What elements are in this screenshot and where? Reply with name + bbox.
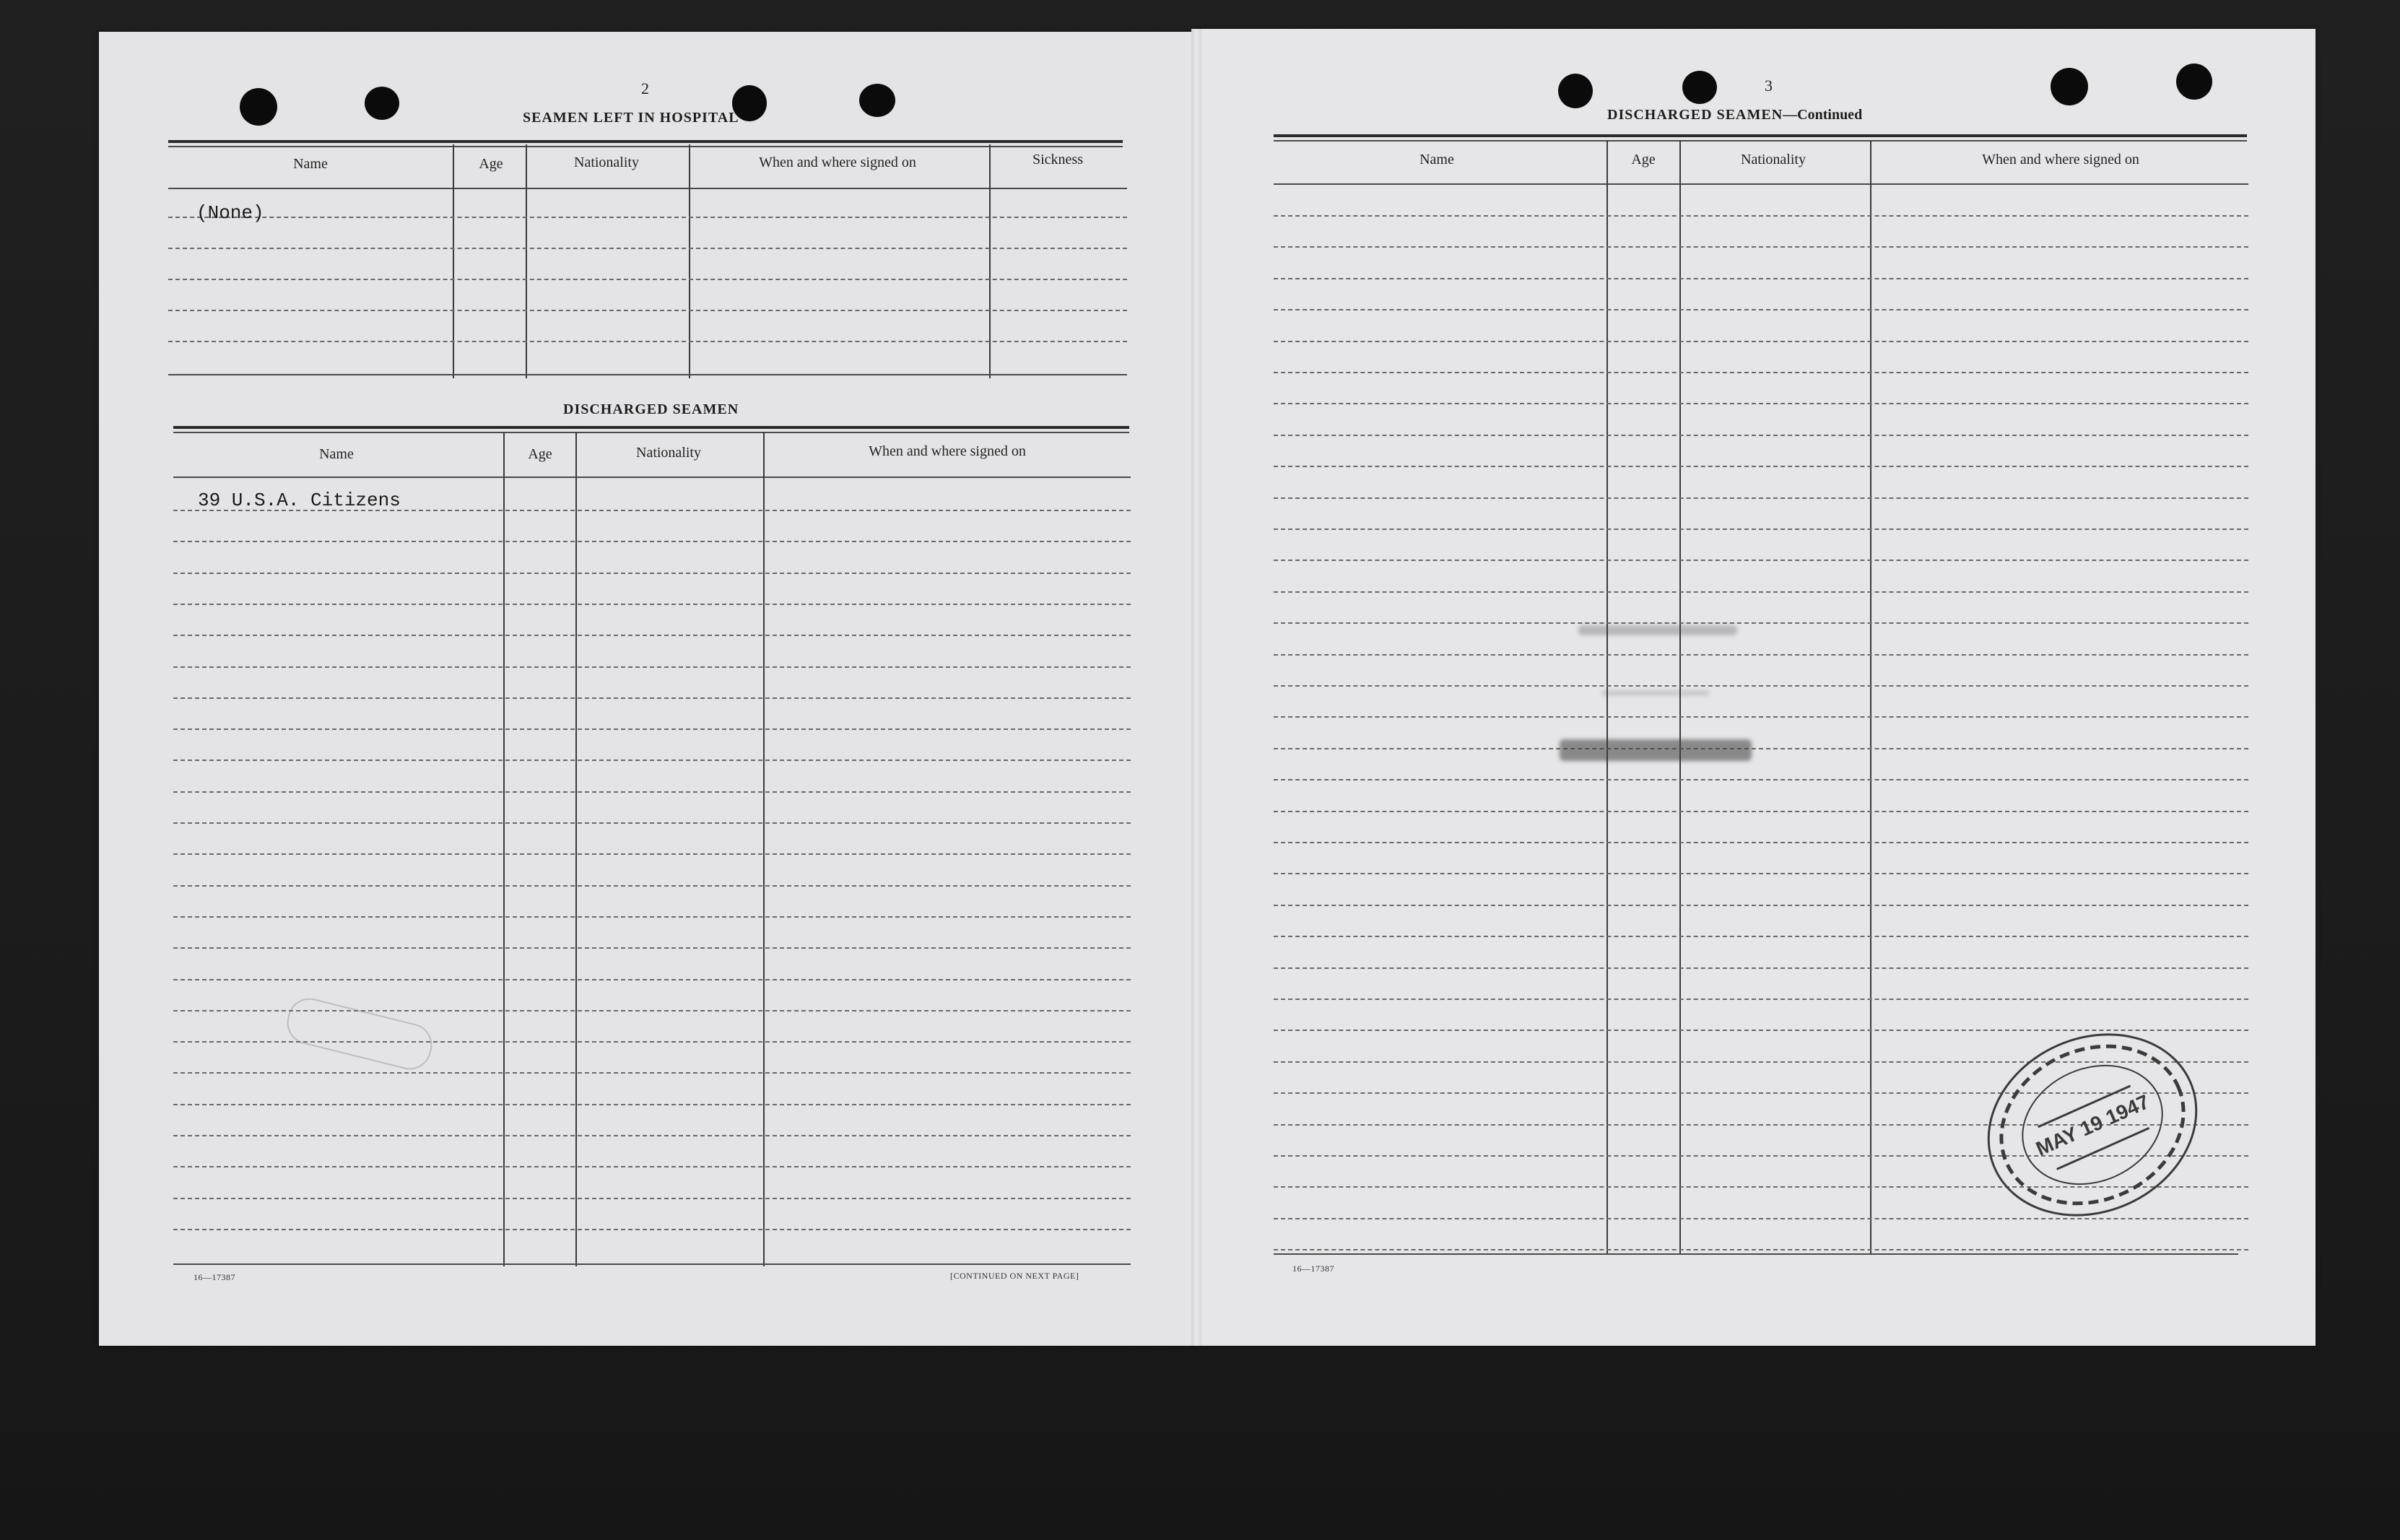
entry-line	[1274, 842, 2248, 843]
table-top-rule	[1274, 134, 2247, 137]
entry-line	[173, 822, 1131, 824]
form-number: 16—17387	[1292, 1263, 1334, 1274]
header-rule	[1274, 183, 2248, 185]
column-header-signed-on: When and where signed on	[759, 155, 916, 170]
entry-line	[1274, 528, 2248, 530]
column-line	[575, 432, 577, 1266]
entry-line	[1274, 591, 2248, 593]
column-header-nationality: Nationality	[1741, 152, 1806, 168]
entry-line	[173, 573, 1131, 574]
table-bottom-rule	[1274, 1253, 2238, 1255]
entry-line	[173, 1198, 1131, 1199]
column-line	[1606, 140, 1608, 1255]
entry-line	[173, 1135, 1131, 1136]
table-bottom-rule	[168, 374, 1127, 375]
entry-line	[1274, 466, 2248, 467]
header-rule	[168, 188, 1127, 189]
hospital-entry: (None)	[196, 202, 264, 224]
entry-line	[1274, 654, 2248, 656]
punch-hole	[2051, 68, 2088, 105]
ink-blot	[1601, 690, 1710, 696]
continued-note: [CONTINUED ON NEXT PAGE]	[950, 1271, 1079, 1281]
entry-line	[173, 885, 1131, 887]
column-header-signed-on: When and where signed on	[869, 443, 1026, 459]
entry-line	[1274, 936, 2248, 937]
ink-blot	[1560, 739, 1752, 761]
column-line	[453, 144, 454, 378]
column-header-name: Name	[293, 156, 328, 172]
discharged-entry: 39 U.S.A. Citizens	[198, 490, 401, 511]
table-rule	[1274, 140, 2247, 142]
entry-line	[173, 1229, 1131, 1230]
page-number: 2	[641, 79, 649, 97]
entry-line	[173, 1104, 1131, 1105]
entry-line	[1274, 999, 2248, 1000]
entry-line	[1274, 403, 2248, 404]
header-rule	[173, 477, 1131, 478]
punch-hole	[365, 87, 399, 120]
column-line	[689, 144, 690, 378]
entry-line	[173, 760, 1131, 761]
entry-line	[1274, 622, 2248, 624]
entry-line	[173, 853, 1131, 855]
entry-line	[173, 541, 1131, 542]
entry-line	[1274, 246, 2248, 248]
column-header-name: Name	[1419, 152, 1454, 168]
entry-line	[1274, 309, 2248, 310]
entry-line	[168, 248, 1127, 249]
entry-line	[1274, 560, 2248, 561]
punch-hole	[240, 88, 277, 126]
entry-line	[173, 666, 1131, 668]
column-header-age: Age	[528, 446, 552, 462]
punch-hole	[1682, 71, 1717, 104]
column-line	[1870, 140, 1871, 1255]
entry-line	[1274, 967, 2248, 969]
entry-line	[1274, 435, 2248, 436]
entry-line	[173, 635, 1131, 636]
discharged-continued-title	[1607, 107, 1862, 123]
page-fold	[1191, 29, 1201, 1346]
column-header-age: Age	[479, 156, 503, 172]
entry-line	[173, 1166, 1131, 1167]
column-line	[989, 144, 991, 378]
section-title-suffix: —Continued	[1783, 107, 1863, 123]
entry-line	[173, 728, 1131, 730]
date-stamp	[1977, 1024, 2208, 1226]
punch-hole	[2176, 64, 2212, 100]
hospital-section-title: SEAMEN LEFT IN HOSPITAL	[523, 110, 739, 126]
entry-line	[1274, 811, 2248, 812]
section-title-main: DISCHARGED SEAMEN	[1607, 107, 1783, 123]
left-page	[99, 32, 1196, 1346]
entry-line	[1274, 873, 2248, 874]
table-bottom-rule	[173, 1263, 1131, 1265]
table-rule	[173, 432, 1129, 433]
entry-line	[173, 947, 1131, 949]
column-header-nationality: Nationality	[574, 155, 639, 170]
entry-line	[1274, 779, 2248, 780]
entry-line	[1274, 278, 2248, 279]
entry-line	[168, 279, 1127, 280]
table-top-rule	[168, 140, 1123, 143]
entry-line	[1274, 716, 2248, 718]
column-line	[503, 432, 505, 1266]
table-rule	[168, 146, 1123, 147]
table-top-rule	[173, 426, 1129, 429]
column-line	[526, 144, 527, 378]
entry-line	[1274, 497, 2248, 499]
entry-line	[1274, 685, 2248, 687]
form-number: 16—17387	[194, 1272, 235, 1282]
entry-line	[173, 979, 1131, 980]
entry-line	[168, 217, 1127, 218]
column-header-nationality: Nationality	[636, 445, 701, 461]
punch-hole	[859, 84, 895, 117]
column-header-age: Age	[1631, 152, 1656, 168]
column-header-sickness: Sickness	[1032, 152, 1083, 168]
entry-line	[173, 697, 1131, 699]
entry-line	[1274, 215, 2248, 217]
entry-line	[173, 916, 1131, 918]
column-header-name: Name	[319, 446, 354, 462]
page-number: 3	[1765, 77, 1773, 95]
column-header-signed-on: When and where signed on	[1982, 152, 2139, 168]
column-line	[1679, 140, 1681, 1255]
discharged-section-title: DISCHARGED SEAMEN	[563, 401, 739, 417]
entry-line	[1274, 748, 2248, 749]
column-line	[763, 432, 765, 1266]
entry-line	[1274, 372, 2248, 373]
entry-line	[173, 604, 1131, 605]
entry-line	[168, 341, 1127, 342]
entry-line	[1274, 341, 2248, 342]
ink-blot	[1578, 625, 1737, 635]
entry-line	[1274, 905, 2248, 906]
entry-line	[168, 310, 1127, 311]
entry-line	[173, 791, 1131, 793]
punch-hole	[1558, 74, 1593, 108]
entry-line	[1274, 1249, 2248, 1250]
entry-line	[173, 1072, 1131, 1074]
stamp-date: MAY 19 1947	[2032, 1090, 2153, 1160]
